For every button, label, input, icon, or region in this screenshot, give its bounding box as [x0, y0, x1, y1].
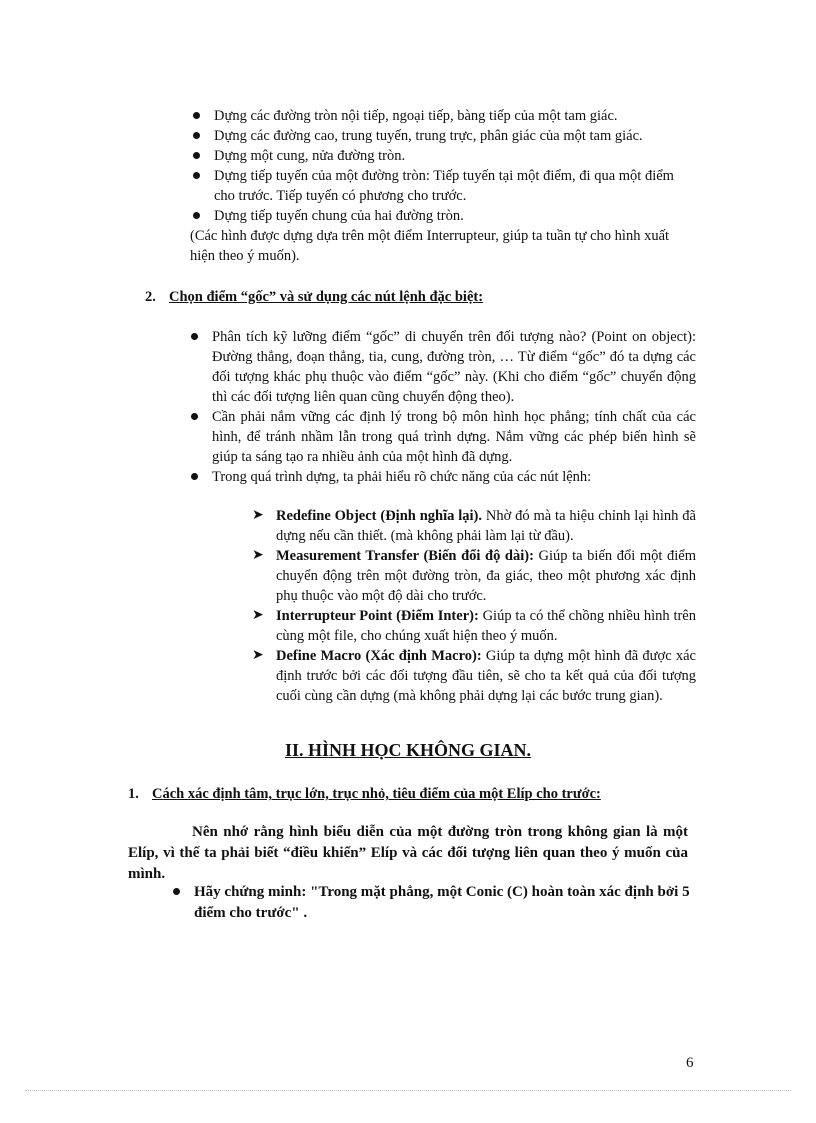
list-item: Phân tích kỹ lưỡng điểm “gốc” di chuyển trên đối tượng nào? (Point on object): Đường thẳng, đoạn thẳng, tia, cung, đường tròn, … Từ điểm “gốc” đó ta dựng các đối tượng khác phụ thuộc vào điểm “gốc” này. (Khi cho điểm “gốc” chuyển động thì các đối tượng liên quan cũng chuyển động theo). — [188, 327, 696, 407]
command-description: Giúp ta có thể chồng nhiều hình trên cùng một file, cho chúng xuất hiện theo ý muốn. — [276, 608, 696, 644]
section-2-title: Chọn điểm “gốc” và sử dụng các nút lệnh đặc biệt: — [169, 289, 484, 305]
list-item: Dựng các đường tròn nội tiếp, ngoại tiếp, bàng tiếp của một tam giác. — [190, 106, 690, 126]
list-item: Cần phải nắm vững các định lý trong bộ môn hình học phẳng; tính chất của các hình, để tránh nhầm lẫn trong quá trình dựng. Nắm vững các phép biến hình sẽ giúp ta sáng tạo ra nhiều ảnh của một hình đã dựng. — [188, 407, 696, 467]
command-description: Nhờ đó mà ta hiệu chỉnh lại hình đã dựng nếu cần thiết. (mà không phải làm lại từ đầu). — [276, 508, 696, 544]
command-description: Giúp ta dựng một hình đã được xác định trước bởi các đối tượng đầu tiên, sẽ cho ta kết quả của đối tượng cuối cùng cần dựng (mà không phải dựng lại các bước trung gian). — [276, 648, 696, 704]
intro-paragraph: Nên nhớ rằng hình biểu diễn của một đường tròn trong không gian là một Elíp, vì thế ta phải biết “điều khiển” Elíp và các đối tượng liên quan theo ý muốn của mình. — [128, 824, 688, 882]
command-name: Redefine Object (Định nghĩa lại). — [276, 508, 482, 524]
command-item-define-macro — [250, 646, 696, 706]
interrupteur-note: (Các hình được dựng dựa trên một điểm Interrupteur, giúp ta tuần tự cho hình xuất hiện theo ý muốn). — [190, 228, 670, 264]
command-item-measurement-transfer — [250, 546, 696, 606]
command-item-interrupteur-point — [250, 606, 696, 646]
list-item: Dựng một cung, nửa đường tròn. — [190, 146, 690, 166]
section-2-bullet-list — [188, 327, 696, 487]
section-2-heading — [145, 287, 705, 307]
arrow-bullet-icon: ➤ — [252, 508, 264, 523]
section-1-number: 1. — [128, 786, 139, 802]
list-item: Hãy chứng minh: "Trong mặt phẳng, một Conic (C) hoàn toàn xác định bởi 5 điểm cho trước" . — [170, 882, 700, 924]
command-name: Interrupteur Point (Điểm Inter): — [276, 608, 479, 624]
command-name: Measurement Transfer (Biến đổi độ dài): — [276, 548, 534, 564]
list-item: Dựng tiếp tuyến của một đường tròn: Tiếp tuyến tại một điểm, đi qua một điểm cho trước. Tiếp tuyến có phương cho trước. — [190, 166, 690, 206]
section-1-title: Cách xác định tâm, trục lớn, trục nhỏ, tiêu điểm của một Elíp cho trước: — [152, 786, 601, 802]
list-item: Dựng tiếp tuyến chung của hai đường tròn. — [190, 206, 690, 226]
prove-bullet-list — [170, 882, 700, 924]
arrow-bullet-icon: ➤ — [252, 548, 264, 563]
arrow-bullet-icon: ➤ — [252, 648, 264, 663]
section-2-bullets-block — [188, 327, 696, 487]
commands-block — [250, 506, 696, 706]
command-name: Define Macro (Xác định Macro): — [276, 648, 482, 664]
footer-divider — [25, 1090, 791, 1091]
prove-bullet-block — [170, 882, 700, 924]
list-item: Dựng các đường cao, trung tuyến, trung trực, phân giác của một tam giác. — [190, 126, 690, 146]
list-item: Trong quá trình dựng, ta phải hiểu rõ chức năng của các nút lệnh: — [188, 467, 696, 487]
commands-list — [250, 506, 696, 706]
construction-list-block — [190, 106, 690, 266]
command-description: Giúp ta biến đổi một điểm chuyển động trên một đường tròn, đa giác, theo một phương xác định phụ thuộc vào một độ dài cho trước. — [276, 548, 696, 604]
arrow-bullet-icon: ➤ — [252, 608, 264, 623]
construction-bullet-list — [190, 106, 690, 226]
section-1-heading — [128, 784, 728, 804]
command-item-redefine-object — [250, 506, 696, 546]
chapter-title: II. HÌNH HỌC KHÔNG GIAN. — [284, 740, 532, 760]
page-number: 6 — [686, 1055, 694, 1071]
section-2-number: 2. — [145, 289, 156, 305]
